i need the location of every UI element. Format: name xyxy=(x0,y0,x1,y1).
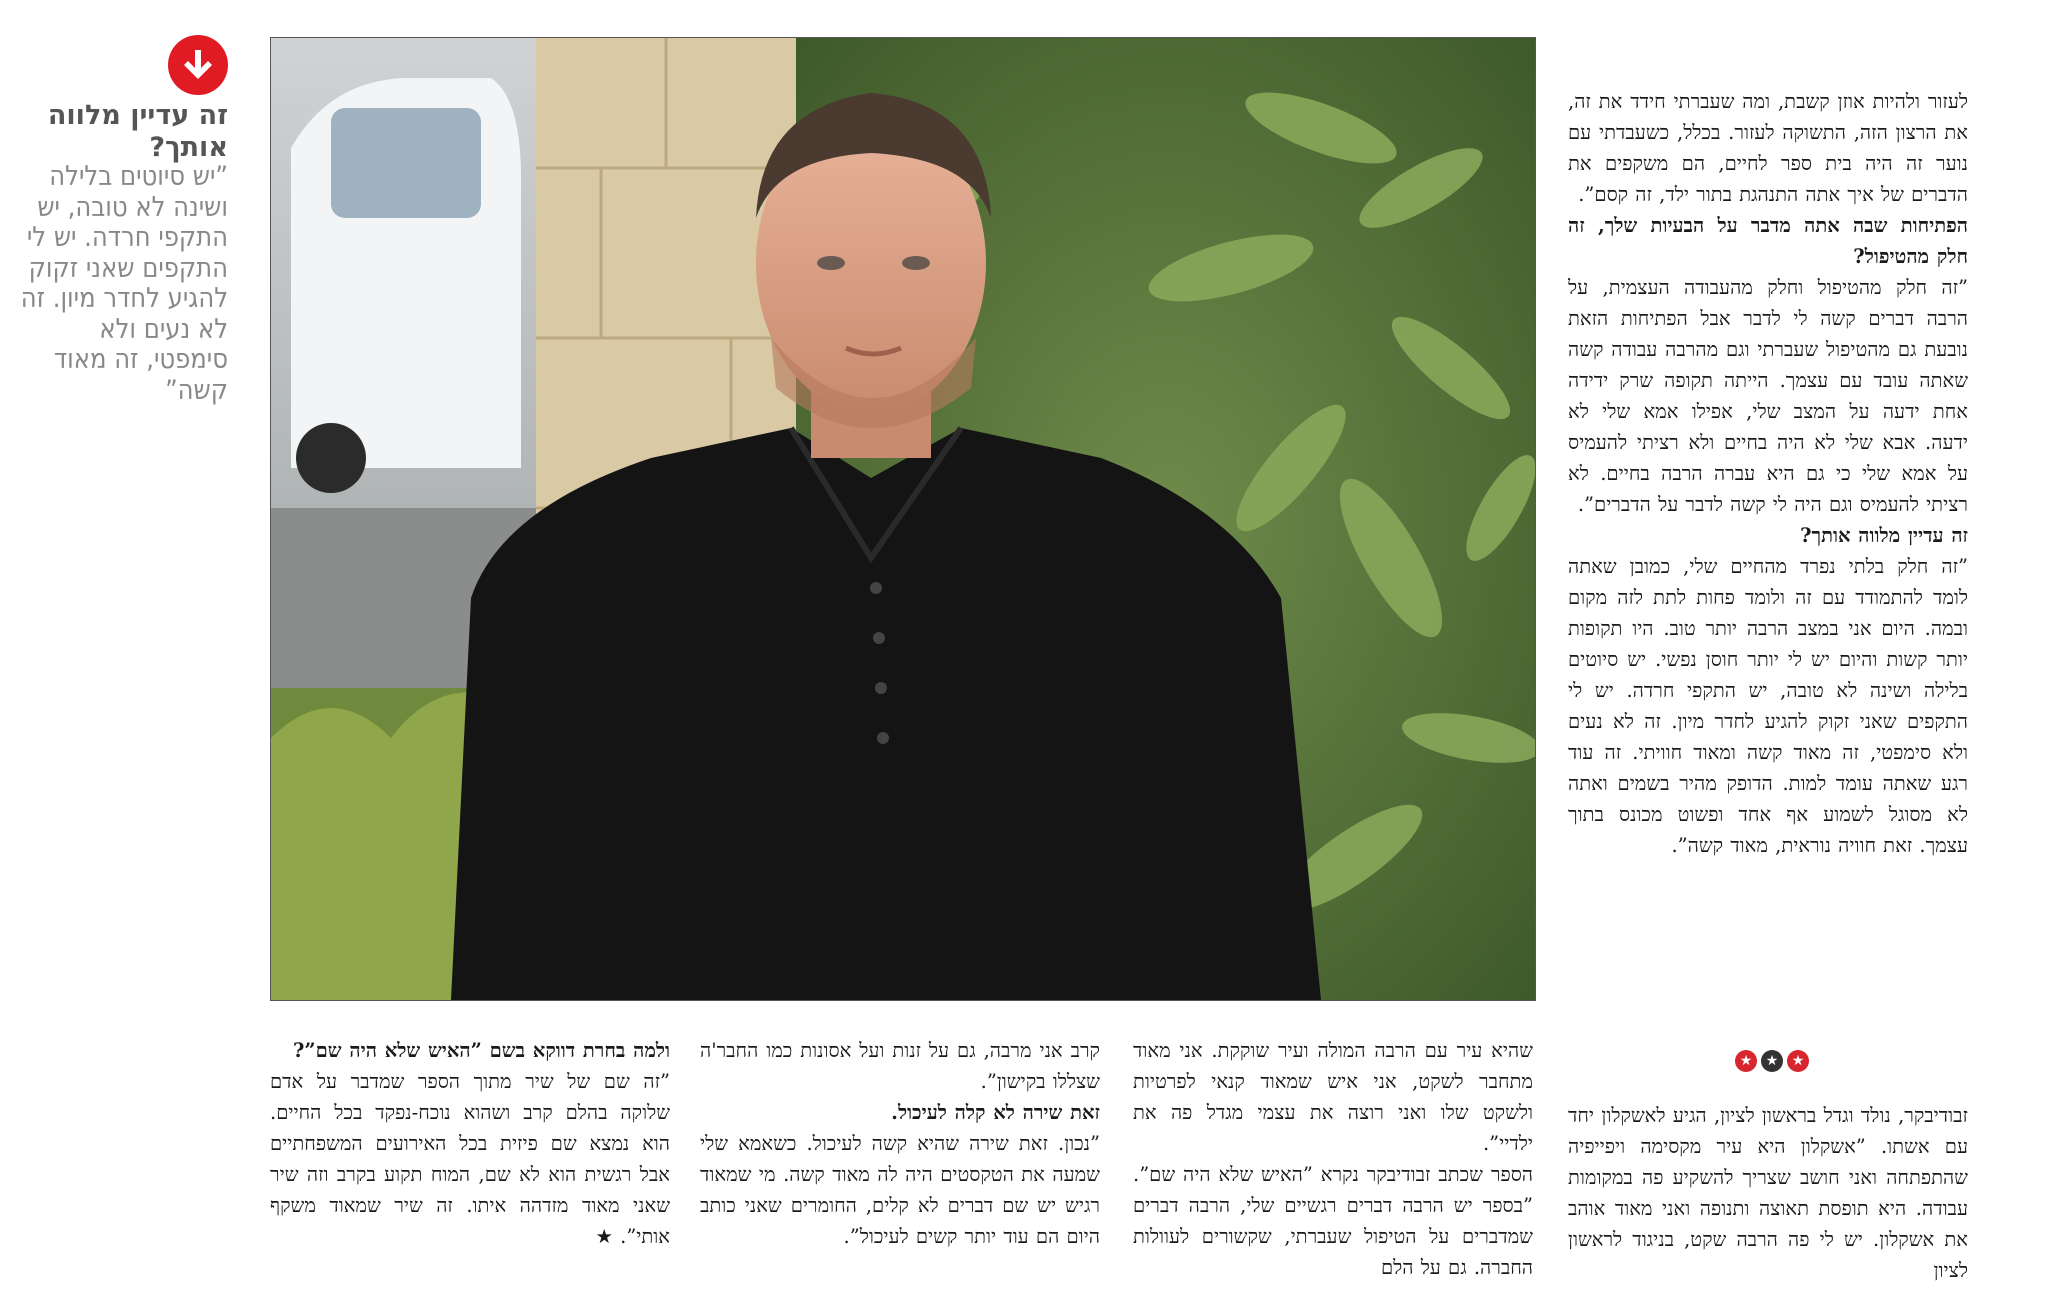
paragraph: לעזור ולהיות אוזן קשבת, ומה שעברתי חידד את זה, את הרצון הזה, התשוקה לעזור. בכלל, כשעבדתי עם נוער זה היה בית ספר לחיים, הם משקפים את הדברים של איך אתה התנהגת בתור ילד, זה קסם”. xyxy=(1568,90,1968,206)
paragraph: שהיא עיר עם הרבה המולה ועיר שוקקת. אני מאוד מתחבר לשקט, אני איש שמאוד קנאי לפרטיות ולשקט שלו ואני רוצה את עצמי מגדל פה את ילדיי”. xyxy=(1133,1039,1533,1155)
article-column-middle-left xyxy=(700,1035,1100,1252)
section-divider-stars xyxy=(1717,1050,1827,1076)
interview-question: זה עדיין מלווה אותך? xyxy=(1800,524,1968,547)
sidebar-quote: ”יש סיוטים בלילה ושינה לא טובה, יש התקפי חרדה. יש לי התקפים שאני זקוק להגיע לחדר מיון. זה לא נעים ולא סימפטי, זה מאוד קשה” xyxy=(20,161,228,406)
interview-question: ולמה בחרת דווקא בשם ”האיש שלא היה שם”? xyxy=(293,1039,670,1062)
paragraph: הספר שכתב זבודיבקר נקרא ”האיש שלא היה שם”. ”בספר יש הרבה דברים רגשיים שלי, הרבה דברים שמדברים על הטיפול שעברתי, שקשורים לעוולות החברה. גם על הלם xyxy=(1133,1163,1533,1279)
article-column-left xyxy=(270,1035,670,1252)
paragraph: ”זה חלק בלתי נפרד מהחיים שלי, כמובן שאתה לומד להתמודד עם זה ולומד פחות לתת לזה מקום ובמה. היום אני במצב הרבה יותר טוב. היו תקופות יותר קשות והיום יש לי יותר חוסן נפשי. יש סיוטים בלילה ושינה לא טובה, יש התקפי חרדה. יש לי התקפים שאני זקוק להגיע לחדר מיון. זה לא נעים ולא סימפטי, זה מאוד קשה ומאוד חוויתי. זה עוד רגע שאתה עומד למות. הדופק מהיר בשמים ואתה לא מסוגל לשמוע אף אחד ופשוט מכונס בתוך עצמך. זאת חוויה נוראית, מאוד קשה”. xyxy=(1568,555,1968,857)
interview-question: זאת שירה לא קלה לעיכול. xyxy=(891,1101,1100,1124)
interview-question: הפתיחות שבה אתה מדבר על הבעיות שלך, זה חלק מהטיפול? xyxy=(1568,214,1968,268)
star-icon: ★ xyxy=(1787,1050,1809,1072)
article-column-middle-right xyxy=(1133,1035,1533,1283)
article-column-right-bottom xyxy=(1568,1100,1968,1286)
star-icon: ★ xyxy=(1735,1050,1757,1072)
paragraph: זבודיבקר, נולד וגדל בראשון לציון, הגיע לאשקלון יחד עם אשתו. ”אשקלון היא עיר מקסימה ויפייפיה שהתפתחה ואני חושב שצריך להשקיע פה במקומות עבודה. היא תופסת תאוצה ותנופה ואני מאוד אוהב את אשקלון. יש לי פה הרבה שקט, בניגוד לראשון לציון xyxy=(1568,1104,1968,1282)
paragraph: קרב אני מרבה, גם על זנות ועל אסונות כמו החבר'ה שצללו בקישון”. xyxy=(700,1039,1100,1093)
paragraph: ”זה שם של שיר מתוך הספר שמדבר על אדם שלוקה בהלם קרב ושהוא נוכח-נפקד בכל החיים. הוא נמצא שם פיזית בכל האירועים המשפחתיים אבל רגשית הוא לא שם, המוח תקוע בקרב וזה שיר שאני מאוד מזדהה איתו. זה שיר שמאוד משקף אותי”. ★ xyxy=(270,1070,671,1248)
paragraph: ”זה חלק מהטיפול וחלק מהעבודה העצמית, על הרבה דברים קשה לי לדבר אבל הפתיחות הזאת נובעת גם מהטיפול שעברתי וגם מהרבה עבודה קשה שאתה עובד עם עצמך. הייתה תקופה שרק ידידה אחת ידעה על המצב שלי, אפילו אמא שלי לא ידעה. אבא שלי לא היה בחיים ולא רציתי להעמיס על אמא שלי כי גם היא עברה הרבה בחיים. לא רציתי להעמיס וגם היה לי קשה לדבר על הדברים”. xyxy=(1568,276,1968,516)
sidebar-title: זה עדיין מלווה אותך? xyxy=(47,100,228,163)
arrow-down-icon xyxy=(168,35,228,95)
paragraph: ”נכון. זאת שירה שהיא קשה לעיכול. כשאמא שלי שמעה את הטקסטים היה לה מאוד קשה. מי שמאוד רגיש יש שם דברים לא קלים, החומרים שאני כותב היום הם עוד יותר קשים לעיכול”. xyxy=(700,1132,1100,1248)
star-icon: ★ xyxy=(1761,1050,1783,1072)
article-column-right xyxy=(1568,86,1968,861)
portrait-photo xyxy=(270,37,1536,1001)
